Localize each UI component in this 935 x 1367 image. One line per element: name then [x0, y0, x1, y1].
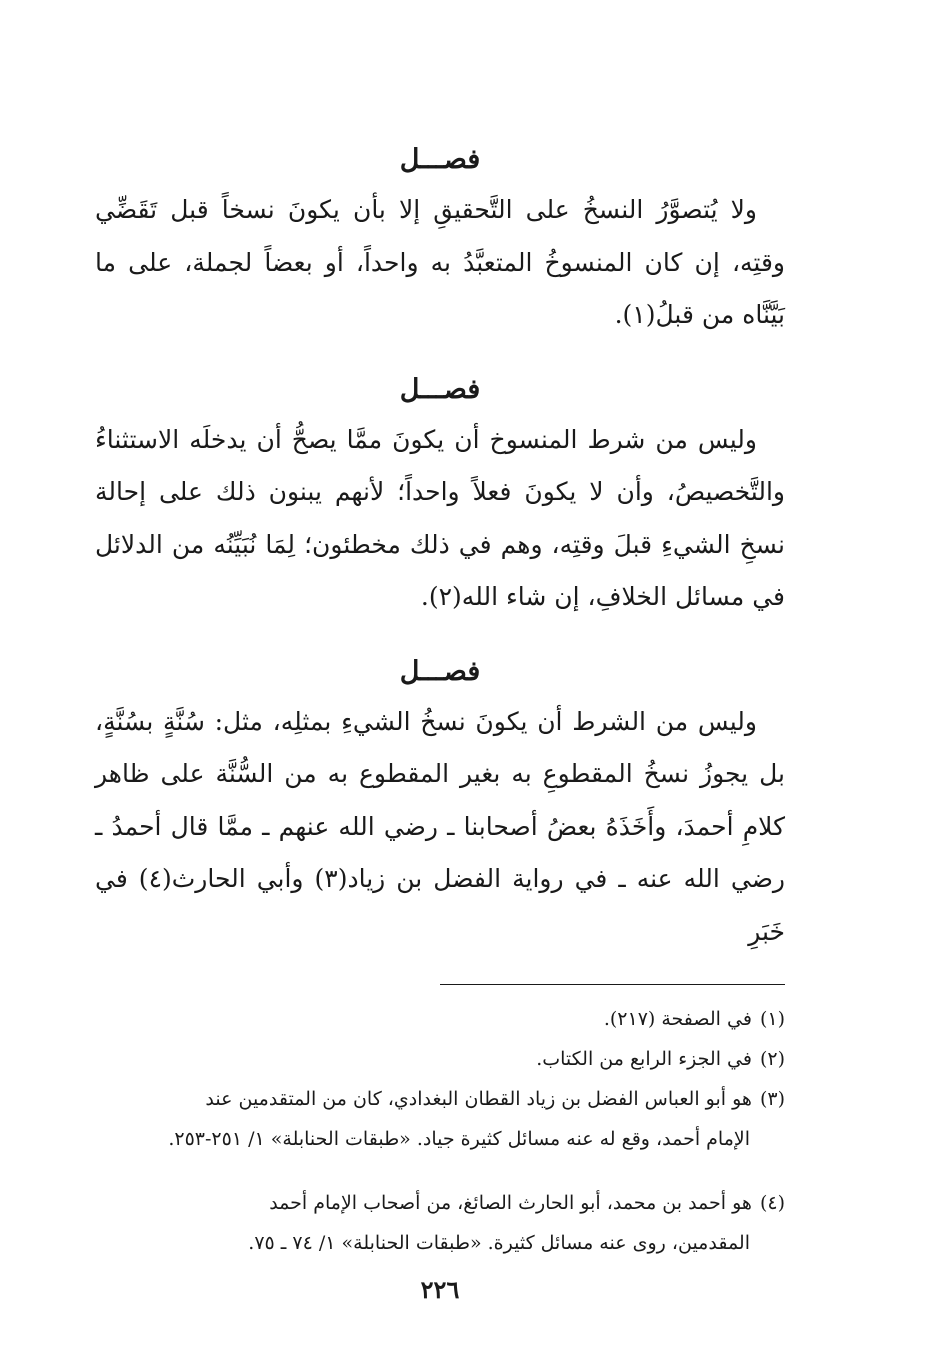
footnote-number: (٢)	[759, 1048, 785, 1070]
footnotes	[95, 999, 785, 1263]
section-paragraph-3: وليس من الشرط أن يكونَ نسخُ الشيءِ بمثلِه، مثل: سُنَّةٍ بسُنَّةٍ، بل يجوزُ نسخُ المقطوعِ به بغير المقطوع به من السُّنَّة على ظاهر كلامِ أحمدَ، وأَخَذَهُ بعضُ أصحابنا ـ رضي الله عنهم ـ ممَّا قال أحمدُ ـ رضي الله عنه ـ في رواية الفضل بن زياد(٣) وأبي الحارث(٤) في خَبَرِ	[95, 706, 785, 946]
spacer	[95, 1159, 785, 1183]
spacer	[95, 624, 785, 652]
footnote-text: هو أحمد بن محمد، أبو الحارث الصائغ، من أصحاب الإمام أحمد	[269, 1192, 752, 1214]
footnote-text: في الصفحة (٢١٧).	[603, 1008, 752, 1030]
footnote-3-continuation: الإمام أحمد، وقع له عنه مسائل كثيرة جياد. «طبقات الحنابلة» ١/ ٢٥١-٢٥٣.	[168, 1128, 750, 1150]
footnote-2	[95, 1039, 785, 1079]
footnote-text: في الجزء الرابع من الكتاب.	[536, 1048, 752, 1070]
section-title-3: فصـــل	[399, 655, 481, 687]
section-paragraph-2: وليس من شرط المنسوخ أن يكونَ ممَّا يصحُّ أن يدخلَه الاستثناءُ والتَّخصيصُ، وأن لا يكونَ فعلاً واحداً؛ لأنهم يبنون ذلك على إحالة نسخِ الشيءِ قبلَ وقتِه، وهم في ذلك مخطئون؛ لِمَا نُبَيِّنُه من الدلائل في مسائل الخلافِ، إن شاء الله(٢).	[95, 424, 785, 611]
section-title-1: فصـــل	[399, 144, 481, 175]
footnote-4-continuation: المقدمين، روى عنه مسائل كثيرة. «طبقات الحنابلة» ١/ ٧٤ ـ ٧٥.	[248, 1232, 750, 1254]
footnote-number: (٣)	[759, 1088, 785, 1110]
section-title-2: فصـــل	[399, 373, 481, 405]
footnote-number: (٤)	[759, 1192, 785, 1214]
footnote-divider	[440, 984, 785, 985]
footnote-1	[95, 999, 785, 1039]
section-paragraph-1: ولا يُتصوَّرُ النسخُ على التَّحقيقِ إلا بأن يكونَ نسخاً قبل تَقَضِّي وقتِه، إن كان المنسوخُ المتعبَّدُ به واحداً، أو بعضاً لجملة، على ما بَيَّنَّاه من قبلُ(١).	[95, 195, 785, 329]
footnote-text: هو أبو العباس الفضل بن زياد القطان البغدادي، كان من المتقدمين عند	[205, 1088, 752, 1110]
footnote-3	[95, 1079, 785, 1119]
footnote-4	[95, 1183, 785, 1223]
spacer	[95, 342, 785, 370]
page-number: ٢٢٦	[420, 1275, 460, 1304]
book-page	[95, 140, 785, 1304]
footnote-number: (١)	[759, 1008, 785, 1030]
